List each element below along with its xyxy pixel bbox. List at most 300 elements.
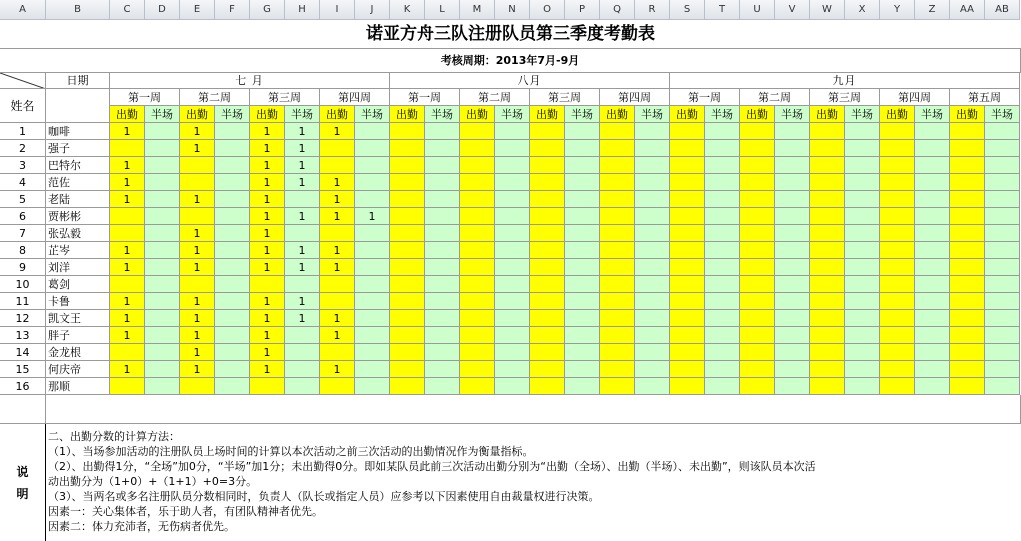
- column-header-U[interactable]: U: [740, 0, 775, 20]
- half-cell[interactable]: [145, 378, 180, 395]
- attend-cell[interactable]: [740, 344, 775, 361]
- attend-cell[interactable]: 1: [320, 259, 355, 276]
- attend-cell[interactable]: [600, 327, 635, 344]
- half-cell[interactable]: [915, 378, 950, 395]
- attend-cell[interactable]: [600, 123, 635, 140]
- column-header-P[interactable]: P: [565, 0, 600, 20]
- half-cell[interactable]: [355, 361, 390, 378]
- column-header-V[interactable]: V: [775, 0, 810, 20]
- attend-cell[interactable]: [530, 344, 565, 361]
- attend-cell[interactable]: [740, 123, 775, 140]
- half-cell[interactable]: [215, 378, 250, 395]
- half-cell[interactable]: [425, 259, 460, 276]
- attend-cell[interactable]: [810, 140, 845, 157]
- half-cell[interactable]: [775, 276, 810, 293]
- attend-cell[interactable]: [880, 344, 915, 361]
- attend-cell[interactable]: [600, 174, 635, 191]
- attend-cell[interactable]: [600, 225, 635, 242]
- half-cell[interactable]: [215, 123, 250, 140]
- half-cell[interactable]: [565, 174, 600, 191]
- half-cell[interactable]: [285, 361, 320, 378]
- attend-cell[interactable]: [530, 140, 565, 157]
- member-name[interactable]: 老陆: [46, 191, 110, 208]
- half-cell[interactable]: [495, 123, 530, 140]
- half-cell[interactable]: [915, 208, 950, 225]
- half-cell[interactable]: [985, 259, 1020, 276]
- member-name[interactable]: 胖子: [46, 327, 110, 344]
- attend-cell[interactable]: 1: [110, 327, 145, 344]
- attend-cell[interactable]: 1: [110, 123, 145, 140]
- half-cell[interactable]: [355, 242, 390, 259]
- attend-cell[interactable]: [810, 174, 845, 191]
- half-cell[interactable]: [495, 140, 530, 157]
- row-index[interactable]: 4: [0, 174, 46, 191]
- half-cell[interactable]: [425, 378, 460, 395]
- half-cell[interactable]: [915, 242, 950, 259]
- half-cell[interactable]: [495, 225, 530, 242]
- attend-cell[interactable]: 1: [250, 140, 285, 157]
- half-cell[interactable]: [915, 361, 950, 378]
- attend-cell[interactable]: [740, 225, 775, 242]
- member-name[interactable]: 巴特尔: [46, 157, 110, 174]
- row-index[interactable]: 13: [0, 327, 46, 344]
- half-cell[interactable]: [775, 293, 810, 310]
- attend-cell[interactable]: [810, 123, 845, 140]
- attend-cell[interactable]: [880, 208, 915, 225]
- attend-cell[interactable]: [180, 208, 215, 225]
- attend-cell[interactable]: [600, 361, 635, 378]
- half-cell[interactable]: [985, 174, 1020, 191]
- attend-cell[interactable]: [810, 242, 845, 259]
- attend-cell[interactable]: [530, 242, 565, 259]
- half-cell[interactable]: [145, 361, 180, 378]
- half-cell[interactable]: [285, 191, 320, 208]
- attend-cell[interactable]: [880, 174, 915, 191]
- attend-cell[interactable]: 1: [180, 327, 215, 344]
- attend-cell[interactable]: [390, 327, 425, 344]
- attend-cell[interactable]: 1: [250, 259, 285, 276]
- attend-cell[interactable]: [390, 242, 425, 259]
- attend-cell[interactable]: [740, 327, 775, 344]
- half-cell[interactable]: 1: [285, 157, 320, 174]
- attend-cell[interactable]: [180, 378, 215, 395]
- half-cell[interactable]: [705, 123, 740, 140]
- attend-cell[interactable]: [460, 191, 495, 208]
- half-cell[interactable]: [145, 157, 180, 174]
- half-cell[interactable]: [425, 157, 460, 174]
- attend-cell[interactable]: [390, 225, 425, 242]
- attend-cell[interactable]: [670, 361, 705, 378]
- attend-cell[interactable]: [670, 242, 705, 259]
- half-cell[interactable]: [495, 259, 530, 276]
- member-name[interactable]: 强子: [46, 140, 110, 157]
- half-cell[interactable]: [635, 327, 670, 344]
- attend-cell[interactable]: [110, 276, 145, 293]
- half-cell[interactable]: [425, 344, 460, 361]
- attend-cell[interactable]: 1: [320, 208, 355, 225]
- half-cell[interactable]: [355, 225, 390, 242]
- attend-cell[interactable]: [390, 310, 425, 327]
- half-cell[interactable]: [565, 327, 600, 344]
- column-header-Y[interactable]: Y: [880, 0, 915, 20]
- attend-cell[interactable]: [880, 140, 915, 157]
- column-header-C[interactable]: C: [110, 0, 145, 20]
- half-cell[interactable]: [565, 225, 600, 242]
- half-cell[interactable]: [775, 378, 810, 395]
- half-cell[interactable]: [845, 293, 880, 310]
- attend-cell[interactable]: [390, 293, 425, 310]
- attend-cell[interactable]: [110, 344, 145, 361]
- half-cell[interactable]: [775, 208, 810, 225]
- half-cell[interactable]: [915, 123, 950, 140]
- attend-cell[interactable]: [530, 327, 565, 344]
- half-cell[interactable]: [495, 276, 530, 293]
- attend-cell[interactable]: [950, 310, 985, 327]
- attend-cell[interactable]: [600, 157, 635, 174]
- attend-cell[interactable]: [670, 208, 705, 225]
- attend-cell[interactable]: 1: [320, 361, 355, 378]
- attend-cell[interactable]: [740, 208, 775, 225]
- column-header-T[interactable]: T: [705, 0, 740, 20]
- half-cell[interactable]: [705, 310, 740, 327]
- half-cell[interactable]: [495, 344, 530, 361]
- half-cell[interactable]: [565, 344, 600, 361]
- half-cell[interactable]: [215, 208, 250, 225]
- half-cell[interactable]: [635, 242, 670, 259]
- half-cell[interactable]: [915, 327, 950, 344]
- half-cell[interactable]: [635, 225, 670, 242]
- half-cell[interactable]: [775, 344, 810, 361]
- member-name[interactable]: 何庆帝: [46, 361, 110, 378]
- half-cell[interactable]: 1: [285, 293, 320, 310]
- attend-cell[interactable]: [460, 225, 495, 242]
- attend-cell[interactable]: 1: [250, 208, 285, 225]
- half-cell[interactable]: 1: [285, 140, 320, 157]
- half-cell[interactable]: [215, 242, 250, 259]
- attend-cell[interactable]: [880, 378, 915, 395]
- half-cell[interactable]: [775, 140, 810, 157]
- half-cell[interactable]: [495, 242, 530, 259]
- half-cell[interactable]: [705, 378, 740, 395]
- attend-cell[interactable]: [180, 174, 215, 191]
- half-cell[interactable]: [915, 276, 950, 293]
- half-cell[interactable]: 1: [285, 242, 320, 259]
- half-cell[interactable]: [145, 191, 180, 208]
- half-cell[interactable]: [985, 242, 1020, 259]
- half-cell[interactable]: [425, 327, 460, 344]
- column-header-AB[interactable]: AB: [985, 0, 1020, 20]
- half-cell[interactable]: [215, 191, 250, 208]
- half-cell[interactable]: [565, 310, 600, 327]
- half-cell[interactable]: [845, 225, 880, 242]
- member-name[interactable]: 咖啡: [46, 123, 110, 140]
- attend-cell[interactable]: [600, 140, 635, 157]
- attend-cell[interactable]: [740, 361, 775, 378]
- attend-cell[interactable]: [390, 208, 425, 225]
- attend-cell[interactable]: 1: [110, 259, 145, 276]
- attend-cell[interactable]: [390, 157, 425, 174]
- attend-cell[interactable]: 1: [250, 242, 285, 259]
- member-name[interactable]: 卡鲁: [46, 293, 110, 310]
- attend-cell[interactable]: [670, 293, 705, 310]
- half-cell[interactable]: [845, 174, 880, 191]
- attend-cell[interactable]: [950, 293, 985, 310]
- attend-cell[interactable]: [670, 310, 705, 327]
- row-index[interactable]: 5: [0, 191, 46, 208]
- row-index[interactable]: 3: [0, 157, 46, 174]
- half-cell[interactable]: [425, 191, 460, 208]
- half-cell[interactable]: [635, 378, 670, 395]
- half-cell[interactable]: [985, 157, 1020, 174]
- attend-cell[interactable]: [810, 208, 845, 225]
- attend-cell[interactable]: [460, 327, 495, 344]
- half-cell[interactable]: [355, 276, 390, 293]
- half-cell[interactable]: [985, 293, 1020, 310]
- half-cell[interactable]: [705, 361, 740, 378]
- half-cell[interactable]: [775, 225, 810, 242]
- half-cell[interactable]: [495, 361, 530, 378]
- half-cell[interactable]: [705, 276, 740, 293]
- half-cell[interactable]: [565, 242, 600, 259]
- column-header-Z[interactable]: Z: [915, 0, 950, 20]
- half-cell[interactable]: [705, 293, 740, 310]
- half-cell[interactable]: [845, 259, 880, 276]
- half-cell[interactable]: [145, 140, 180, 157]
- half-cell[interactable]: 1: [285, 310, 320, 327]
- column-header-G[interactable]: G: [250, 0, 285, 20]
- half-cell[interactable]: [915, 140, 950, 157]
- column-header-L[interactable]: L: [425, 0, 460, 20]
- column-header-S[interactable]: S: [670, 0, 705, 20]
- attend-cell[interactable]: [460, 293, 495, 310]
- attend-cell[interactable]: [530, 310, 565, 327]
- attend-cell[interactable]: [740, 242, 775, 259]
- attend-cell[interactable]: [530, 174, 565, 191]
- half-cell[interactable]: [215, 259, 250, 276]
- half-cell[interactable]: 1: [285, 208, 320, 225]
- half-cell[interactable]: [985, 310, 1020, 327]
- half-cell[interactable]: [215, 361, 250, 378]
- attend-cell[interactable]: [880, 225, 915, 242]
- column-header-X[interactable]: X: [845, 0, 880, 20]
- attend-cell[interactable]: [950, 242, 985, 259]
- half-cell[interactable]: [845, 208, 880, 225]
- attend-cell[interactable]: [530, 259, 565, 276]
- attend-cell[interactable]: [950, 157, 985, 174]
- half-cell[interactable]: [355, 378, 390, 395]
- half-cell[interactable]: [145, 344, 180, 361]
- row-index[interactable]: 1: [0, 123, 46, 140]
- half-cell[interactable]: [145, 242, 180, 259]
- notes-section[interactable]: [46, 424, 1021, 541]
- attend-cell[interactable]: [180, 276, 215, 293]
- half-cell[interactable]: 1: [355, 208, 390, 225]
- half-cell[interactable]: [355, 140, 390, 157]
- half-cell[interactable]: [845, 191, 880, 208]
- attend-cell[interactable]: [600, 191, 635, 208]
- half-cell[interactable]: [705, 327, 740, 344]
- column-header-D[interactable]: D: [145, 0, 180, 20]
- half-cell[interactable]: [495, 157, 530, 174]
- blank-spacer-row[interactable]: [46, 395, 1021, 424]
- half-cell[interactable]: [425, 310, 460, 327]
- column-header-K[interactable]: K: [390, 0, 425, 20]
- half-cell[interactable]: [775, 123, 810, 140]
- column-header-E[interactable]: E: [180, 0, 215, 20]
- half-cell[interactable]: [285, 225, 320, 242]
- attend-cell[interactable]: [880, 123, 915, 140]
- half-cell[interactable]: [355, 157, 390, 174]
- half-cell[interactable]: [635, 140, 670, 157]
- attend-cell[interactable]: [810, 344, 845, 361]
- row-index[interactable]: 10: [0, 276, 46, 293]
- attend-cell[interactable]: [810, 259, 845, 276]
- attend-cell[interactable]: [530, 225, 565, 242]
- half-cell[interactable]: [145, 225, 180, 242]
- attend-cell[interactable]: [110, 208, 145, 225]
- half-cell[interactable]: [565, 191, 600, 208]
- attend-cell[interactable]: 1: [180, 123, 215, 140]
- half-cell[interactable]: [565, 378, 600, 395]
- attend-cell[interactable]: 1: [320, 123, 355, 140]
- attend-cell[interactable]: 1: [110, 191, 145, 208]
- half-cell[interactable]: 1: [285, 259, 320, 276]
- attend-cell[interactable]: [740, 259, 775, 276]
- attend-cell[interactable]: [950, 140, 985, 157]
- attend-cell[interactable]: [530, 208, 565, 225]
- row-index[interactable]: 12: [0, 310, 46, 327]
- half-cell[interactable]: [915, 310, 950, 327]
- half-cell[interactable]: [985, 327, 1020, 344]
- half-cell[interactable]: [355, 310, 390, 327]
- attend-cell[interactable]: [530, 361, 565, 378]
- half-cell[interactable]: [565, 276, 600, 293]
- attend-cell[interactable]: [880, 293, 915, 310]
- column-header-W[interactable]: W: [810, 0, 845, 20]
- attend-cell[interactable]: [600, 208, 635, 225]
- column-header-I[interactable]: I: [320, 0, 355, 20]
- attend-cell[interactable]: [320, 378, 355, 395]
- half-cell[interactable]: [145, 276, 180, 293]
- column-header-J[interactable]: J: [355, 0, 390, 20]
- attend-cell[interactable]: [810, 225, 845, 242]
- half-cell[interactable]: [635, 344, 670, 361]
- half-cell[interactable]: [425, 293, 460, 310]
- attend-cell[interactable]: [460, 361, 495, 378]
- half-cell[interactable]: [215, 344, 250, 361]
- half-cell[interactable]: [775, 327, 810, 344]
- half-cell[interactable]: 1: [285, 123, 320, 140]
- attend-cell[interactable]: [600, 293, 635, 310]
- attend-cell[interactable]: 1: [180, 225, 215, 242]
- column-header-A[interactable]: A: [0, 0, 46, 20]
- attend-cell[interactable]: [390, 123, 425, 140]
- half-cell[interactable]: [215, 310, 250, 327]
- attend-cell[interactable]: [460, 174, 495, 191]
- half-cell[interactable]: [845, 378, 880, 395]
- half-cell[interactable]: [495, 208, 530, 225]
- attend-cell[interactable]: [320, 276, 355, 293]
- half-cell[interactable]: [915, 174, 950, 191]
- half-cell[interactable]: [425, 123, 460, 140]
- attend-cell[interactable]: 1: [180, 259, 215, 276]
- half-cell[interactable]: [705, 242, 740, 259]
- attend-cell[interactable]: 1: [320, 242, 355, 259]
- attend-cell[interactable]: 1: [250, 191, 285, 208]
- half-cell[interactable]: [705, 225, 740, 242]
- half-cell[interactable]: [635, 157, 670, 174]
- attend-cell[interactable]: [950, 174, 985, 191]
- half-cell[interactable]: [425, 225, 460, 242]
- half-cell[interactable]: [775, 361, 810, 378]
- attend-cell[interactable]: [460, 208, 495, 225]
- half-cell[interactable]: [705, 140, 740, 157]
- attend-cell[interactable]: 1: [250, 225, 285, 242]
- attend-cell[interactable]: [740, 310, 775, 327]
- half-cell[interactable]: [985, 361, 1020, 378]
- attend-cell[interactable]: [460, 276, 495, 293]
- half-cell[interactable]: [985, 140, 1020, 157]
- attend-cell[interactable]: [670, 191, 705, 208]
- half-cell[interactable]: [845, 242, 880, 259]
- attend-cell[interactable]: [460, 123, 495, 140]
- attend-cell[interactable]: [600, 310, 635, 327]
- attend-cell[interactable]: [460, 157, 495, 174]
- half-cell[interactable]: [845, 276, 880, 293]
- attend-cell[interactable]: [530, 157, 565, 174]
- half-cell[interactable]: [215, 140, 250, 157]
- half-cell[interactable]: [285, 327, 320, 344]
- attend-cell[interactable]: 1: [250, 123, 285, 140]
- attend-cell[interactable]: [810, 276, 845, 293]
- half-cell[interactable]: [215, 276, 250, 293]
- half-cell[interactable]: [495, 327, 530, 344]
- attend-cell[interactable]: 1: [110, 242, 145, 259]
- attend-cell[interactable]: [390, 259, 425, 276]
- attend-cell[interactable]: [390, 140, 425, 157]
- attend-cell[interactable]: [740, 293, 775, 310]
- half-cell[interactable]: [705, 208, 740, 225]
- attend-cell[interactable]: [320, 293, 355, 310]
- attend-cell[interactable]: [740, 174, 775, 191]
- attend-cell[interactable]: [600, 378, 635, 395]
- attend-cell[interactable]: 1: [320, 191, 355, 208]
- attend-cell[interactable]: [600, 276, 635, 293]
- half-cell[interactable]: [635, 259, 670, 276]
- half-cell[interactable]: [565, 140, 600, 157]
- member-name[interactable]: 范佐: [46, 174, 110, 191]
- column-header-AA[interactable]: AA: [950, 0, 985, 20]
- attend-cell[interactable]: [740, 157, 775, 174]
- half-cell[interactable]: [565, 123, 600, 140]
- half-cell[interactable]: [565, 259, 600, 276]
- half-cell[interactable]: [985, 276, 1020, 293]
- attend-cell[interactable]: [110, 140, 145, 157]
- half-cell[interactable]: [845, 310, 880, 327]
- column-header-F[interactable]: F: [215, 0, 250, 20]
- attend-cell[interactable]: [600, 344, 635, 361]
- attend-cell[interactable]: 1: [250, 361, 285, 378]
- attend-cell[interactable]: [670, 225, 705, 242]
- half-cell[interactable]: [635, 293, 670, 310]
- attend-cell[interactable]: [810, 310, 845, 327]
- half-cell[interactable]: [355, 259, 390, 276]
- member-name[interactable]: 贾彬彬: [46, 208, 110, 225]
- half-cell[interactable]: [845, 361, 880, 378]
- column-header-N[interactable]: N: [495, 0, 530, 20]
- row-index[interactable]: 16: [0, 378, 46, 395]
- half-cell[interactable]: [775, 191, 810, 208]
